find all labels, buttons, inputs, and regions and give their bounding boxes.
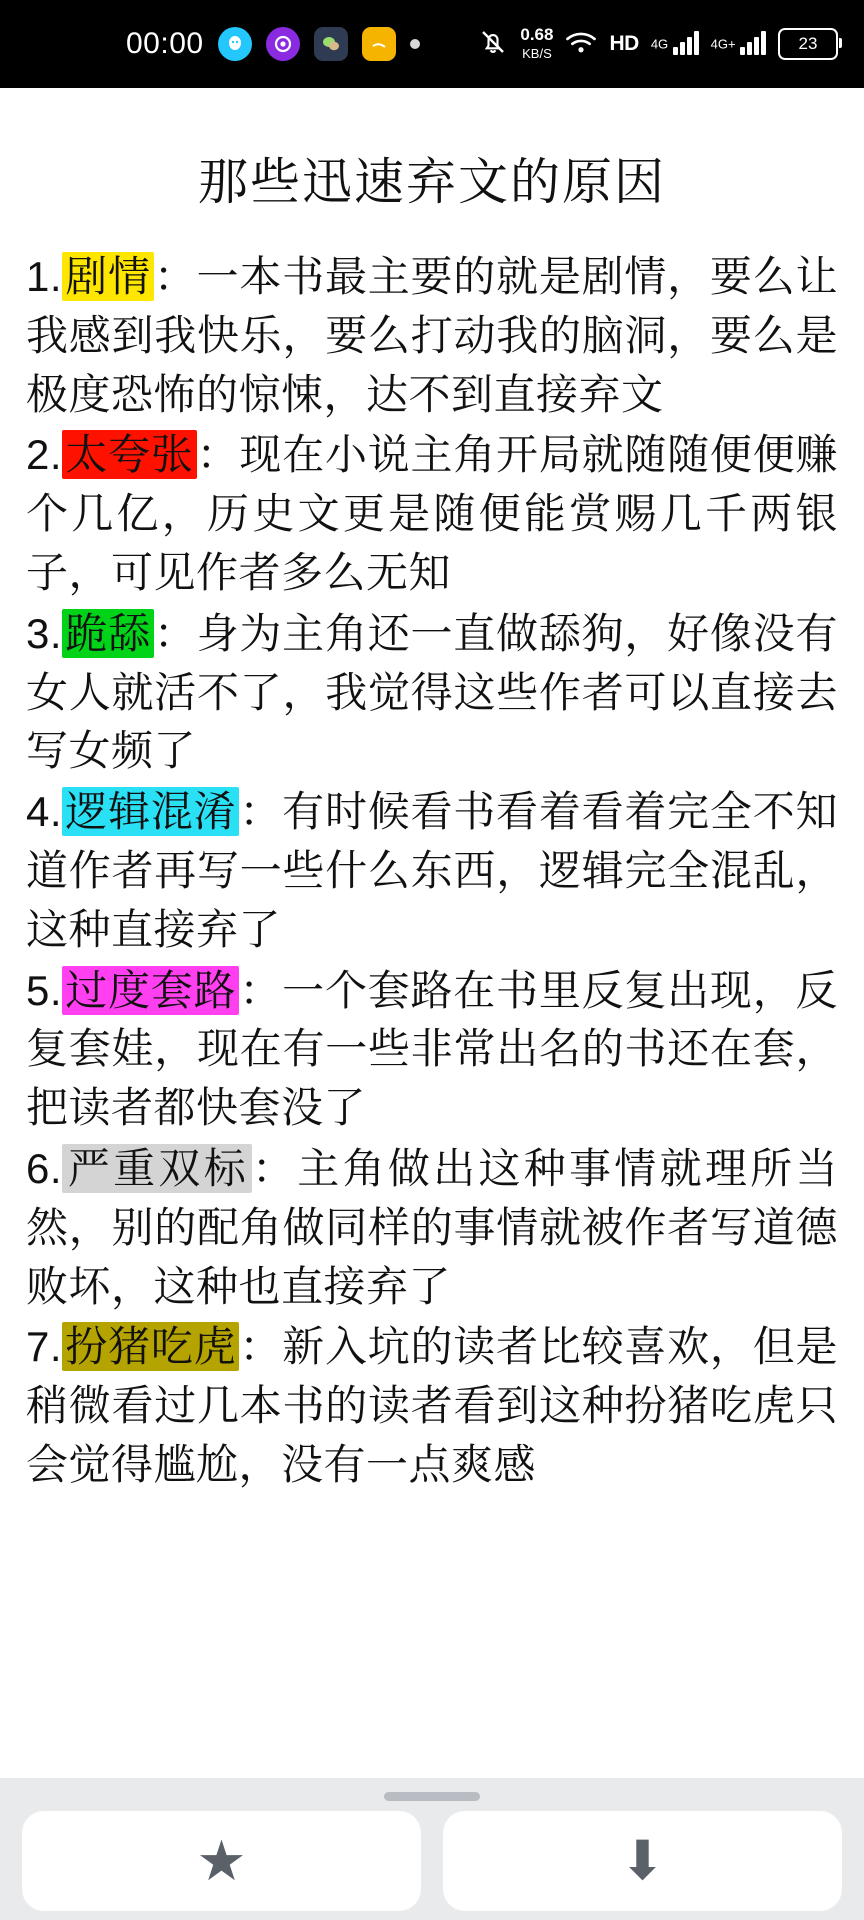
article-item-text: ：新入坑的读者比较喜欢，但是稍微看过几本书的读者看到这种扮猪吃虎只会觉得尴尬，没有一点爽感 xyxy=(26,1323,838,1488)
camera-icon xyxy=(266,27,300,61)
status-bar-right xyxy=(478,26,838,62)
article-item-keyword: 跪舔 xyxy=(62,609,154,658)
network-speed-value: 0.68 xyxy=(520,25,554,45)
battery-indicator xyxy=(778,28,838,60)
mute-bell-icon xyxy=(478,27,508,62)
alipay-icon xyxy=(362,27,396,61)
status-clock: 00:00 xyxy=(126,27,204,60)
article-item-index: 5. xyxy=(26,966,63,1014)
favorite-button[interactable] xyxy=(22,1811,421,1911)
article-item-keyword: 太夸张 xyxy=(62,430,197,479)
article-item-index: 4. xyxy=(26,788,63,836)
article-item-text: ：主角做出这种事情就理所当然，别的配角做同样的事情就被作者写道德败坏，这种也直接弃了 xyxy=(26,1144,838,1310)
article-item-keyword: 扮猪吃虎 xyxy=(62,1322,239,1371)
qq-icon xyxy=(218,27,252,61)
article-item-keyword: 过度套路 xyxy=(62,966,239,1015)
article-item xyxy=(26,1318,838,1494)
battery-level: 23 xyxy=(798,34,818,53)
article-item-text: ：有时候看书看着看着完全不知道作者再写一些什么东西，逻辑完全混乱，这种直接弃了 xyxy=(26,788,838,953)
article-item xyxy=(26,605,838,781)
article-item xyxy=(26,248,838,424)
network-speed-unit: KB/S xyxy=(522,46,552,61)
sim2-label: 4G+ xyxy=(710,36,736,52)
status-bar-left xyxy=(26,27,478,61)
hd-voice-label: HD xyxy=(609,32,639,55)
sim2-bars xyxy=(740,29,766,55)
bottom-dock xyxy=(0,1778,864,1920)
sim1-bars xyxy=(673,29,699,55)
download-button[interactable] xyxy=(443,1811,842,1911)
article-item-text: ：一个套路在书里反复出现，反复套娃，现在有一些非常出名的书还在套，把读者都快套没了 xyxy=(26,966,838,1132)
sim2-signal xyxy=(711,29,766,60)
article-item-index: 6. xyxy=(26,1144,63,1192)
network-speed xyxy=(520,26,553,62)
article-body xyxy=(26,248,838,1495)
article-item xyxy=(26,962,838,1138)
star-icon: ★ xyxy=(196,1829,247,1892)
dock-cards xyxy=(0,1811,864,1911)
article-item-index: 7. xyxy=(26,1323,63,1371)
article-item xyxy=(26,1140,838,1316)
status-bar xyxy=(0,0,864,88)
article-item-keyword: 严重双标 xyxy=(62,1144,252,1193)
article-item-index: 2. xyxy=(26,431,63,479)
article-item-keyword: 逻辑混淆 xyxy=(62,787,239,836)
article-item-text: ：身为主角还一直做舔狗，好像没有女人就活不了，我觉得这些作者可以直接去写女频了 xyxy=(26,609,838,775)
article-item-index: 3. xyxy=(26,609,63,657)
wifi-icon xyxy=(565,29,597,60)
article-item-text: ：一本书最主要的就是剧情，要么让我感到我快乐，要么打动我的脑洞，要么是极度恐怖的惊悚，达不到直接弃文 xyxy=(26,253,838,418)
article-item-text: ：现在小说主角开局就随随便便赚个几亿，历史文更是随便能赏赐几千两银子，可见作者多么无知 xyxy=(26,431,838,596)
article-content xyxy=(0,88,864,1778)
home-indicator[interactable] xyxy=(384,1792,480,1801)
page-title: 那些迅速弃文的原因 xyxy=(198,154,666,210)
sim1-label: 4G xyxy=(650,36,669,52)
wechat-icon xyxy=(314,27,348,61)
download-icon: ⬇ xyxy=(619,1831,666,1891)
more-notifications-dot xyxy=(410,39,420,49)
article-item-index: 1. xyxy=(26,253,63,300)
article-item xyxy=(26,426,838,602)
article-item xyxy=(26,783,838,959)
sim1-signal xyxy=(651,29,699,60)
article-item-keyword: 剧情 xyxy=(62,252,154,301)
